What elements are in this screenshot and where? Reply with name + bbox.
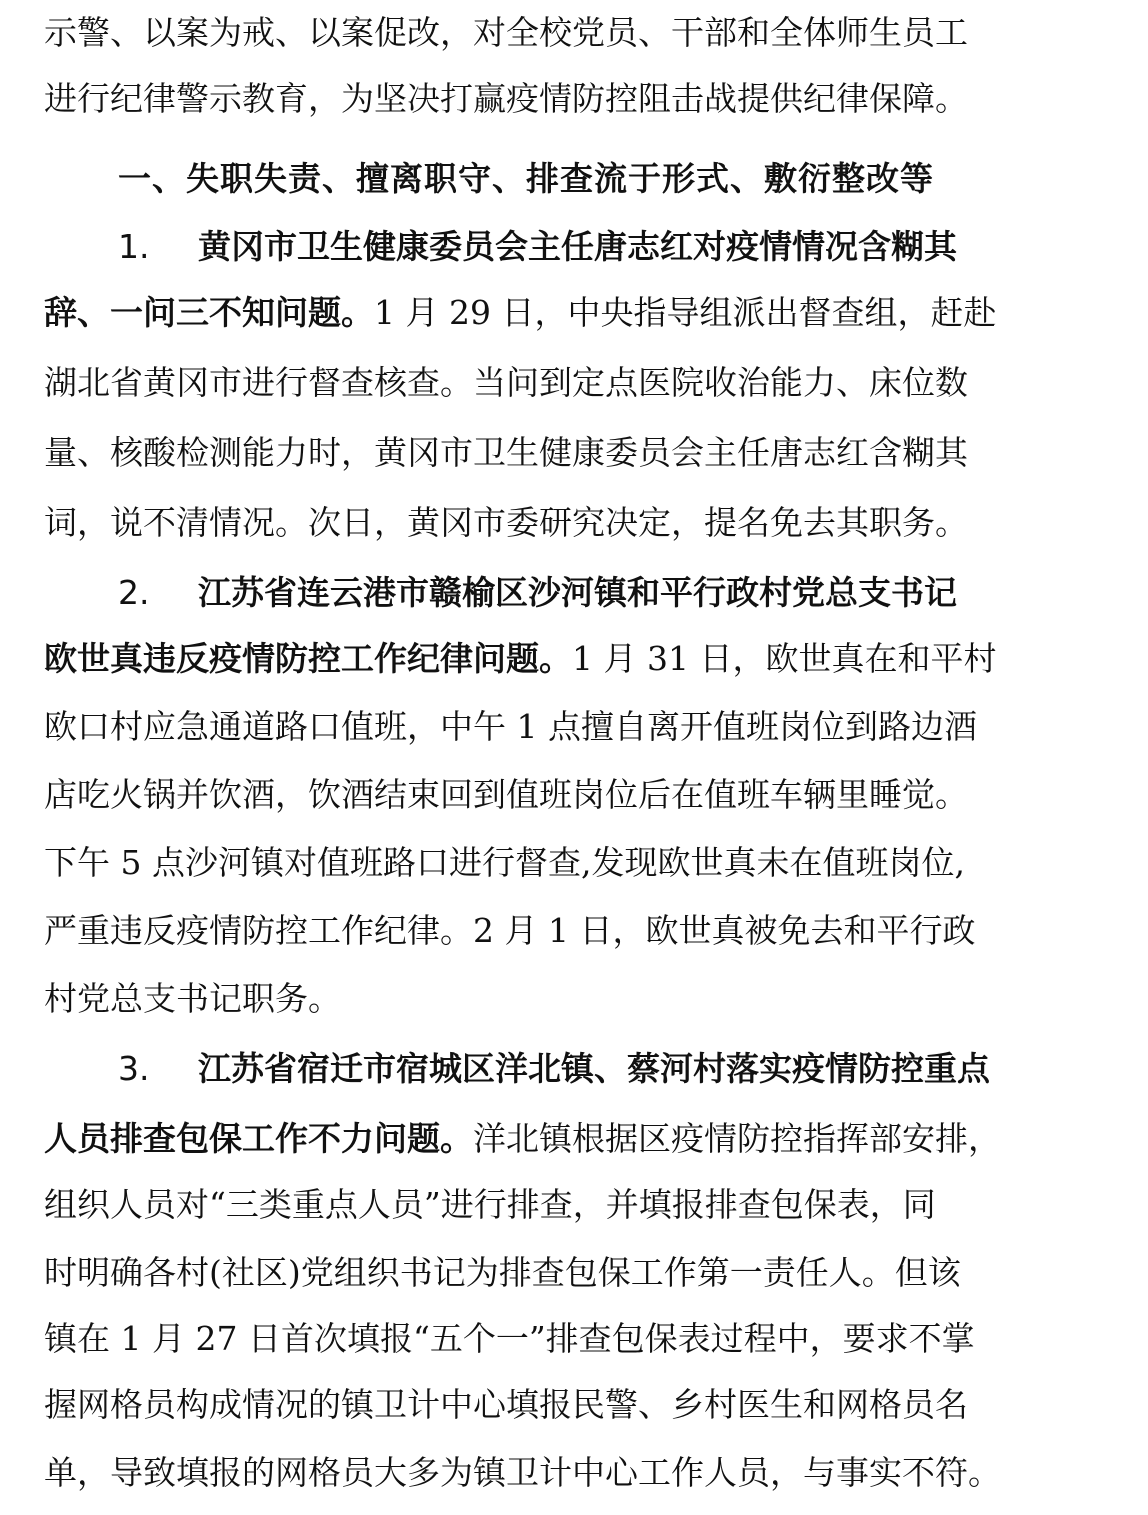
item-1-line-4: 量、核酸检测能力时，黄冈市卫生健康委员会主任唐志红含糊其 [44, 433, 968, 472]
item-2-line-3: 欧口村应急通道路口值班，中午 1 点擅自离开值班岗位到路边酒 [44, 707, 977, 746]
item-2-line-2 [0, 626, 1148, 692]
item-2-line-5: 下午 5 点沙河镇对值班路口进行督查,发现欧世真未在值班岗位, [44, 843, 965, 882]
item-3-number: 3. [118, 1049, 150, 1088]
section-heading: 一、失职失责、擅离职守、排查流于形式、敷衍整改等 [118, 159, 934, 198]
intro-line-2: 进行纪律警示教育，为坚决打赢疫情防控阻击战提供纪律保障。 [44, 79, 968, 118]
intro-line-1: 示警、以案为戒、以案促改，对全校党员、干部和全体师生员工 [44, 13, 968, 52]
item-1-title-part1: 黄冈市卫生健康委员会主任唐志红对疫情情况含糊其 [198, 227, 957, 266]
item-3-line-3: 组织人员对“三类重点人员”进行排查，并填报排查包保表，同 [44, 1185, 936, 1224]
item-3-line-2-rest: 洋北镇根据区疫情防控指挥部安排， [473, 1119, 1001, 1158]
item-3-line-5: 镇在 1 月 27 日首次填报“五个一”排查包保表过程中，要求不掌 [44, 1319, 975, 1358]
item-2-title-part1: 江苏省连云港市赣榆区沙河镇和平行政村党总支书记 [198, 573, 957, 612]
item-3-line-2 [0, 1106, 1148, 1172]
item-1-title-part2: 辞、一问三不知问题。 [44, 293, 374, 332]
item-2-title-line [0, 560, 1148, 626]
item-2-number: 2. [118, 573, 150, 612]
item-3-line-7: 单，导致填报的网格员大多为镇卫计中心工作人员，与事实不符。 [44, 1453, 1001, 1492]
item-1-number: 1. [118, 227, 150, 266]
item-1-line-3: 湖北省黄冈市进行督查核查。当问到定点医院收治能力、床位数 [44, 363, 968, 402]
item-3-line-4: 时明确各村(社区)党组织书记为排查包保工作第一责任人。但该 [44, 1253, 961, 1292]
item-2-title-part2: 欧世真违反疫情防控工作纪律问题。 [44, 639, 572, 678]
item-1-title-line [0, 214, 1148, 280]
item-2-line-7: 村党总支书记职务。 [44, 979, 341, 1018]
item-2-line-6: 严重违反疫情防控工作纪律。2 月 1 日，欧世真被免去和平行政 [44, 911, 976, 950]
item-3-title-part2: 人员排查包保工作不力问题。 [44, 1119, 473, 1158]
item-3-title-line [0, 1036, 1148, 1102]
item-1-line-5: 词，说不清情况。次日，黄冈市委研究决定，提名免去其职务。 [44, 503, 968, 542]
item-3-title-part1: 江苏省宿迁市宿城区洋北镇、蔡河村落实疫情防控重点 [198, 1049, 990, 1088]
item-1-line-2 [0, 280, 1148, 346]
item-1-line-2-rest: 1 月 29 日，中央指导组派出督查组，赶赴 [374, 293, 997, 332]
item-2-line-2-rest: 1 月 31 日，欧世真在和平村 [572, 639, 997, 678]
item-2-line-4: 店吃火锅并饮酒，饮酒结束回到值班岗位后在值班车辆里睡觉。 [44, 775, 968, 814]
item-3-line-6: 握网格员构成情况的镇卫计中心填报民警、乡村医生和网格员名 [44, 1385, 968, 1424]
